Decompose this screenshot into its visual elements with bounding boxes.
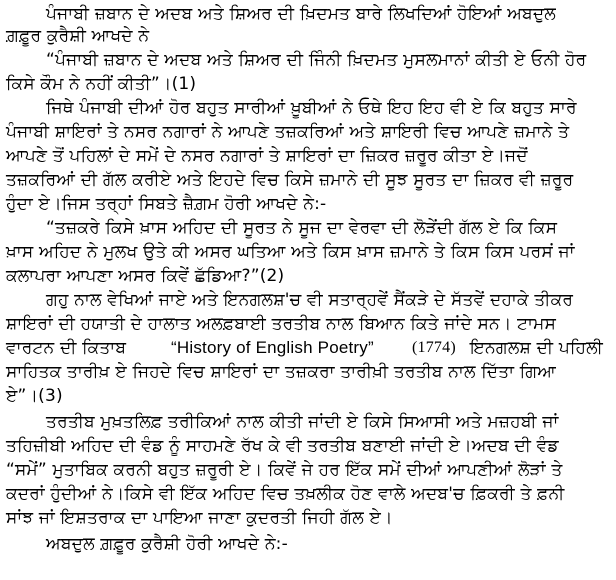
text-line: ਹੁੰਦਾ ਏ।ਜਿਸ ਤਰ੍ਹਾਂ ਸਿਬਤੇ ਜ਼ੈਗ਼ਮ ਹੋਰੀ ਆਖਦੇ ਨੇ:- (6, 194, 327, 214)
quote-line: ਖ਼ਾਸ ਅਹਿਦ ਨੇ ਮੁਲਖ ਉਤੇ ਕੀ ਅਸਰ ਘਤਿਆ ਅਤੇ ਕਿਸ ਖ਼ਾਸ ਜ਼ਮਾਨੇ ਤੇ ਕਿਸ ਕਿਸ ਪਰਸਂ ਜਾਂ (6, 242, 575, 262)
text-line: ਸ਼ਾਇਰਾਂ ਦੀ ਹਯਾਤੀ ਦੇ ਹਾਲਾਤ ਅਲਫ਼ਬਾਈ ਤਰਤੀਬ ਨਾਲ ਬਿਆਨ ਕਿਤੇ ਜਾਂਦੇ ਸਨ। ਟਾਮਸ (6, 314, 556, 334)
text-line: ਤਰਤੀਬ ਮੁਖ਼ਤਲਿਫ਼ ਤਰੀਕਿਆਂ ਨਾਲ ਕੀਤੀ ਜਾਂਦੀ ਏ ਕਿਸੇ ਸਿਆਸੀ ਅਤੇ ਮਜ਼ਹਬੀ ਜਾਂ (46, 412, 559, 432)
text-line: ਏ”।(3) (6, 386, 63, 406)
text-line: “ਸਮੇਂ” ਮੁਤਾਬਿਕ ਕਰਨੀ ਬਹੁਤ ਜ਼ਰੂਰੀ ਏ। ਕਿਵੇਂ ਜੇ ਹਰ ਇੱਕ ਸਮੇਂ ਦੀਆਂ ਆਪਣੀਆਂ ਲੋੜਾਂ ਤੇ (6, 460, 563, 480)
quote-line: ਕਲਾਪਰਾ ਆਪਣਾ ਅਸਰ ਕਿਵੇਂ ਛੱਡਿਆ?”(2) (6, 266, 285, 286)
text-line: ਜਿਥੇ ਪੰਜਾਬੀ ਦੀਆਂ ਹੋਰ ਬਹੁਤ ਸਾਰੀਆਂ ਖ਼ੂਬੀਆਂ ਨੇ ਓਥੇ ਇਹ ਇਹ ਵੀ ਏ ਕਿ ਬਹੁਤ ਸਾਰੇ (46, 98, 577, 118)
text-line: ਇਨਗਲਸ਼ ਦੀ ਪਹਿਲੀ (470, 338, 603, 358)
text-line: ਵਾਰਟਨ ਦੀ ਕਿਤਾਬ (6, 338, 127, 358)
text-line: ਤਹਿਜ਼ੀਬੀ ਅਹਿਦ ਦੀ ਵੰਡ ਨੂੰ ਸਾਹਮਣੇ ਰੱਖ ਕੇ ਵੀ ਤਰਤੀਬ ਬਣਾਈ ਜਾਂਦੀ ਏ।ਅਦਬ ਦੀ ਵੰਡ (6, 436, 559, 456)
quote-line: “ਪੰਜਾਬੀ ਜ਼ਬਾਨ ਦੇ ਅਦਬ ਅਤੇ ਸ਼ਿਅਰ ਦੀ ਜਿੰਨੀ ਖ਼ਿਦਮਤ ਮੁਸਲਮਾਨਾਂ ਕੀਤੀ ਏ ਓਨੀ ਹੋਰ (46, 50, 587, 70)
text-line: ਸਾਹਿਤਕ ਤਾਰੀਖ਼ ਏ ਜਿਹਦੇ ਵਿਚ ਸ਼ਾਇਰਾਂ ਦਾ ਤਜ਼ਕਰਾ ਤਾਰੀਖ਼ੀ ਤਰਤੀਬ ਨਾਲ ਦਿੱਤਾ ਗਿਆ (6, 362, 556, 382)
text-line: ਗਹੁ ਨਾਲ ਵੇਖਿਆਂ ਜਾਏ ਅਤੇ ਇਨਗਲਸ਼'ਚ ਵੀ ਸਤਾਰ੍ਹਵੇਂ ਸੈਂਕੜੇ ਦੇ ਸੱਤਵੇਂ ਦਹਾਕੇ ਤੀਕਰ (46, 290, 574, 310)
text-line: ਸਾਂਝ ਜਾਂ ਇਸ਼ਤਰਾਕ ਦਾ ਪਾਇਆ ਜਾਣਾ ਕੁਦਰਤੀ ਜਿਹੀ ਗੱਲ ਏ। (6, 508, 393, 528)
quote-line: ਕਿਸੇ ਕੌਮ ਨੇ ਨਹੀਂ ਕੀਤੀ”।(1) (6, 74, 197, 94)
text-line: ਗ਼ਫ਼ੂਰ ਕੁਰੈਸ਼ੀ ਆਖਦੇ ਨੇ (6, 26, 150, 46)
quote-line: “ਤਜ਼ਕਰੇ ਕਿਸੇ ਖ਼ਾਸ ਅਹਿਦ ਦੀ ਸੂਰਤ ਨੇ ਸੂਜ ਦਾ ਵੇਰਵਾ ਦੀ ਲੋੜੇਂਦੀ ਗੱਲ ਏ ਕਿ ਕਿਸ (46, 218, 558, 238)
book-title: “History of English Poetry” (171, 338, 374, 357)
text-line: ਤਜ਼ਕਰਿਆਂ ਦੀ ਗੱਲ ਕਰੀਏ ਅਤੇ ਇਹਦੇ ਵਿਚ ਕਿਸੇ ਜ਼ਮਾਨੇ ਦੀ ਸੂਝ ਸੂਰਤ ਦਾ ਜ਼ਿਕਰ ਵੀ ਜ਼ਰੂਰ (6, 170, 574, 190)
text-line: ਅਬਦੁਲ ਗ਼ਫ਼ੂਰ ਕੁਰੈਸ਼ੀ ਹੋਰੀ ਆਖਦੇ ਨੇ:- (46, 534, 288, 554)
text-line: ਪੰਜਾਬੀ ਸ਼ਾਇਰਾਂ ਤੇ ਨਸਰ ਨਗਾਰਾਂ ਨੇ ਆਪਣੇ ਤਜ਼ਕਰਿਆਂ ਅਤੇ ਸ਼ਾਇਰੀ ਵਿਚ ਆਪਣੇ ਜ਼ਮਾਨੇ ਤੇ (6, 122, 570, 142)
text-line: ਕਦਰਾਂ ਹੁੰਦੀਆਂ ਨੇ।ਕਿਸੇ ਵੀ ਇੱਕ ਅਹਿਦ ਵਿਚ ਤਖ਼ਲੀਕ ਹੋਣ ਵਾਲੇ ਅਦਬ'ਚ ਫ਼ਿਕਰੀ ਤੇ ਫ਼ਨੀ (6, 484, 565, 504)
text-line: ਆਪਣੇ ਤੋਂ ਪਹਿਲਾਂ ਦੇ ਸਮੇਂ ਦੇ ਨਸਰ ਨਗਾਰਾਂ ਤੇ ਸ਼ਾਇਰਾਂ ਦਾ ਜ਼ਿਕਰ ਜ਼ਰੂਰ ਕੀਤਾ ਏ।ਜਦੋਂ (6, 146, 528, 166)
text-line: ਪੰਜਾਬੀ ਜ਼ਬਾਨ ਦੇ ਅਦਬ ਅਤੇ ਸ਼ਿਅਰ ਦੀ ਖ਼ਿਦਮਤ ਬਾਰੇ ਲਿਖਦਿਆਂ ਹੋਇਆਂ ਅਬਦੁਲ (46, 4, 557, 24)
year-citation: (1774) (412, 339, 456, 356)
